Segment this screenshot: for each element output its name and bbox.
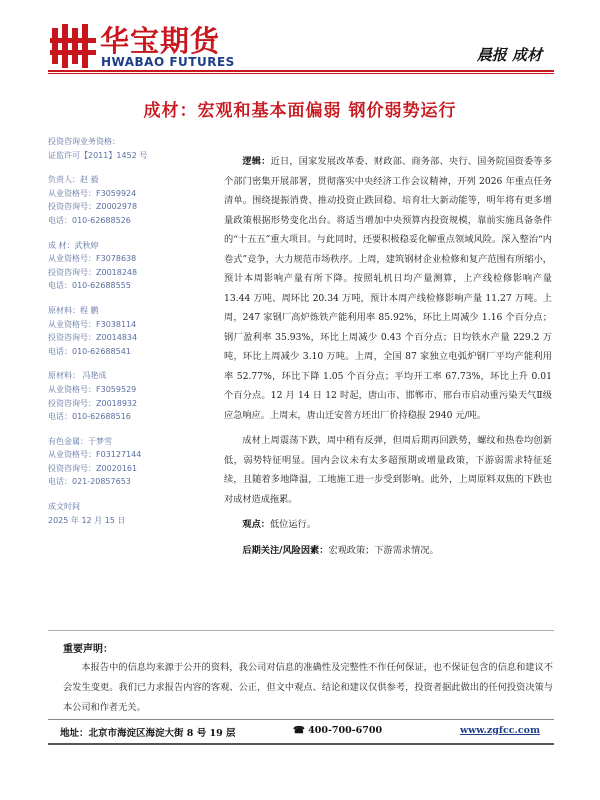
advisory-license: 投资咨询号：Z0002978 xyxy=(48,202,138,212)
footer-divider-bottom xyxy=(48,743,554,745)
logic-text: 近日，国家发展改革委、财政部、商务部、央行、国务院国资委等多个部门密集开展部署，贯彻落实中央经济工作会议精神，开列 2026 年重点任务清单。围绕提振消费、推动投资止跌回稳、培育壮大新动能等，明年将有更多增量政策根据形势变化出台。将适当增加中央预算内投资规模，靠前实施具备条件的“十五五”重大项目。与此同时，还要积极稳妥化解重点领域风险。深入整治“内卷式”竞争，大力规范市场秩序。上周，建筑钢材企业检修和复产范围有所缩小，预计本周影响产量有所下降。按照轧机日均产量测算，上产线检修影响产量 13.44 万吨、周环比 20.34 万吨，预计本周产线检修影响产量 11.27 万吨。上周，247 家钢厂高炉炼铁产能利用率 85.92%，环比上周减少 1.16 个百分点；钢厂盈利率 35.93%，环比上周减少 0.43 个百分点；日均铁水产量 229.2 万吨，环比上周减少 3.10 万吨。上周，全国 87 家独立电弧炉钢厂平均产能利用率 52.77%，环比下降 1.05 个百分点；平均开工率 67.73%，环比上升 0.01 个百分点。12 月 14 日 12 时起，唐山市、邯郸市、邢台市启动重污染天气Ⅱ级应急响应。上周末，唐山迁安普方坯出厂价持稳报 2940 元/吨。 xyxy=(224,156,553,421)
view-text: 低位运行。 xyxy=(269,519,316,530)
analyst-contact xyxy=(48,369,218,423)
practice-license: 从业资格号：F3059529 xyxy=(48,384,137,394)
date-block xyxy=(48,500,218,527)
footer-website-link[interactable]: www.zgfcc.com xyxy=(459,725,540,736)
market-paragraph xyxy=(224,431,552,509)
qualification-label: 投资咨询业务资格： xyxy=(48,137,120,146)
analyst-name: 原材料：程 鹏 xyxy=(48,305,99,315)
view-paragraph xyxy=(224,515,552,535)
analyst-contact xyxy=(48,239,218,293)
focus-text: 宏观政策；下游需求情况。 xyxy=(328,544,439,556)
analyst-name: 原材料： 冯艳成 xyxy=(48,371,107,381)
hwabao-logo-icon xyxy=(50,24,98,68)
disclaimer-divider xyxy=(48,630,554,631)
disclaimer-title: 重要声明： xyxy=(63,644,113,655)
footer-address: 地址：北京市海淀区海淀大街 8 号 19 层 xyxy=(60,728,236,739)
advisory-license: 投资咨询号：Z0018248 xyxy=(48,267,138,277)
analyst-phone: 电话：010-62688555 xyxy=(48,281,131,291)
report-date: 2025 年 12 月 15 日 xyxy=(48,515,126,525)
market-text: 成材上周震荡下跌，周中稍有反弹，但周后期再回跌势，螺纹和热卷均创新低，弱势特征明显。国内会议未有太多超预期或增量政策，下游弱需求特征延续，且随着多地降温，工地施工进一步受到影响。此外，上周原料双焦的下跌也对成材造成拖累。 xyxy=(224,435,552,505)
analyst-contact xyxy=(48,173,218,227)
report-type-label: 晨报 成材 xyxy=(476,46,542,64)
header-divider xyxy=(48,70,554,72)
analyst-phone: 电话：021-20857653 xyxy=(48,477,131,487)
advisory-license: 投资咨询号：Z0018932 xyxy=(48,398,138,408)
analyst-name: 负责人：赵 毅 xyxy=(48,175,99,185)
disclaimer-text: 本报告中的信息均来源于公开的资料，我公司对信息的准确性及完整性不作任何保证，也不保证包含的信息和建议不会发生变更。我们已力求报告内容的客观、公正，但文中观点、结论和建议仅供参考，投资者据此做出的任何投资决策与本公司和作者无关。 xyxy=(63,662,553,713)
logic-paragraph xyxy=(224,152,552,425)
footer-phone: ☎ 400-700-6700 xyxy=(293,725,383,736)
brand-name-cn: 华宝期货 xyxy=(100,24,221,58)
analyst-phone: 电话：010-62688526 xyxy=(48,215,131,225)
advisory-license: 投资咨询号：Z0014834 xyxy=(48,333,138,343)
brand-name-en: HWABAO FUTURES xyxy=(101,55,235,69)
analyst-name: 有色金属：于梦雪 xyxy=(48,436,112,446)
advisory-license: 投资咨询号：Z0020161 xyxy=(48,463,138,473)
focus-paragraph xyxy=(224,541,552,561)
analyst-sidebar xyxy=(48,135,218,538)
analyst-contact xyxy=(48,304,218,358)
analyst-name: 成 材：武秋婷 xyxy=(48,240,99,250)
report-body xyxy=(224,152,552,560)
analyst-phone: 电话：010-62688516 xyxy=(48,412,131,422)
license-number: 证监许可【2011】1452 号 xyxy=(48,150,148,160)
view-label: 观点： xyxy=(242,519,270,530)
date-label: 成文时间 xyxy=(48,502,80,512)
practice-license: 从业资格号：F3059924 xyxy=(48,188,137,198)
focus-label: 后期关注/风险因素： xyxy=(242,544,329,556)
analyst-phone: 电话：010-62688541 xyxy=(48,346,131,356)
practice-license: 从业资格号：F3078638 xyxy=(48,254,137,264)
footer-divider xyxy=(48,719,554,720)
page-footer xyxy=(48,722,554,742)
report-title: 成材：宏观和基本面偏弱 钢价弱势运行 xyxy=(143,101,457,121)
analyst-contact xyxy=(48,435,218,489)
header-divider-thin xyxy=(48,73,554,74)
practice-license: 从业资格号：F3038114 xyxy=(48,319,137,329)
logic-label: 逻辑： xyxy=(242,156,271,167)
qualification-block xyxy=(48,135,218,162)
practice-license: 从业资格号：F03127144 xyxy=(48,450,142,460)
